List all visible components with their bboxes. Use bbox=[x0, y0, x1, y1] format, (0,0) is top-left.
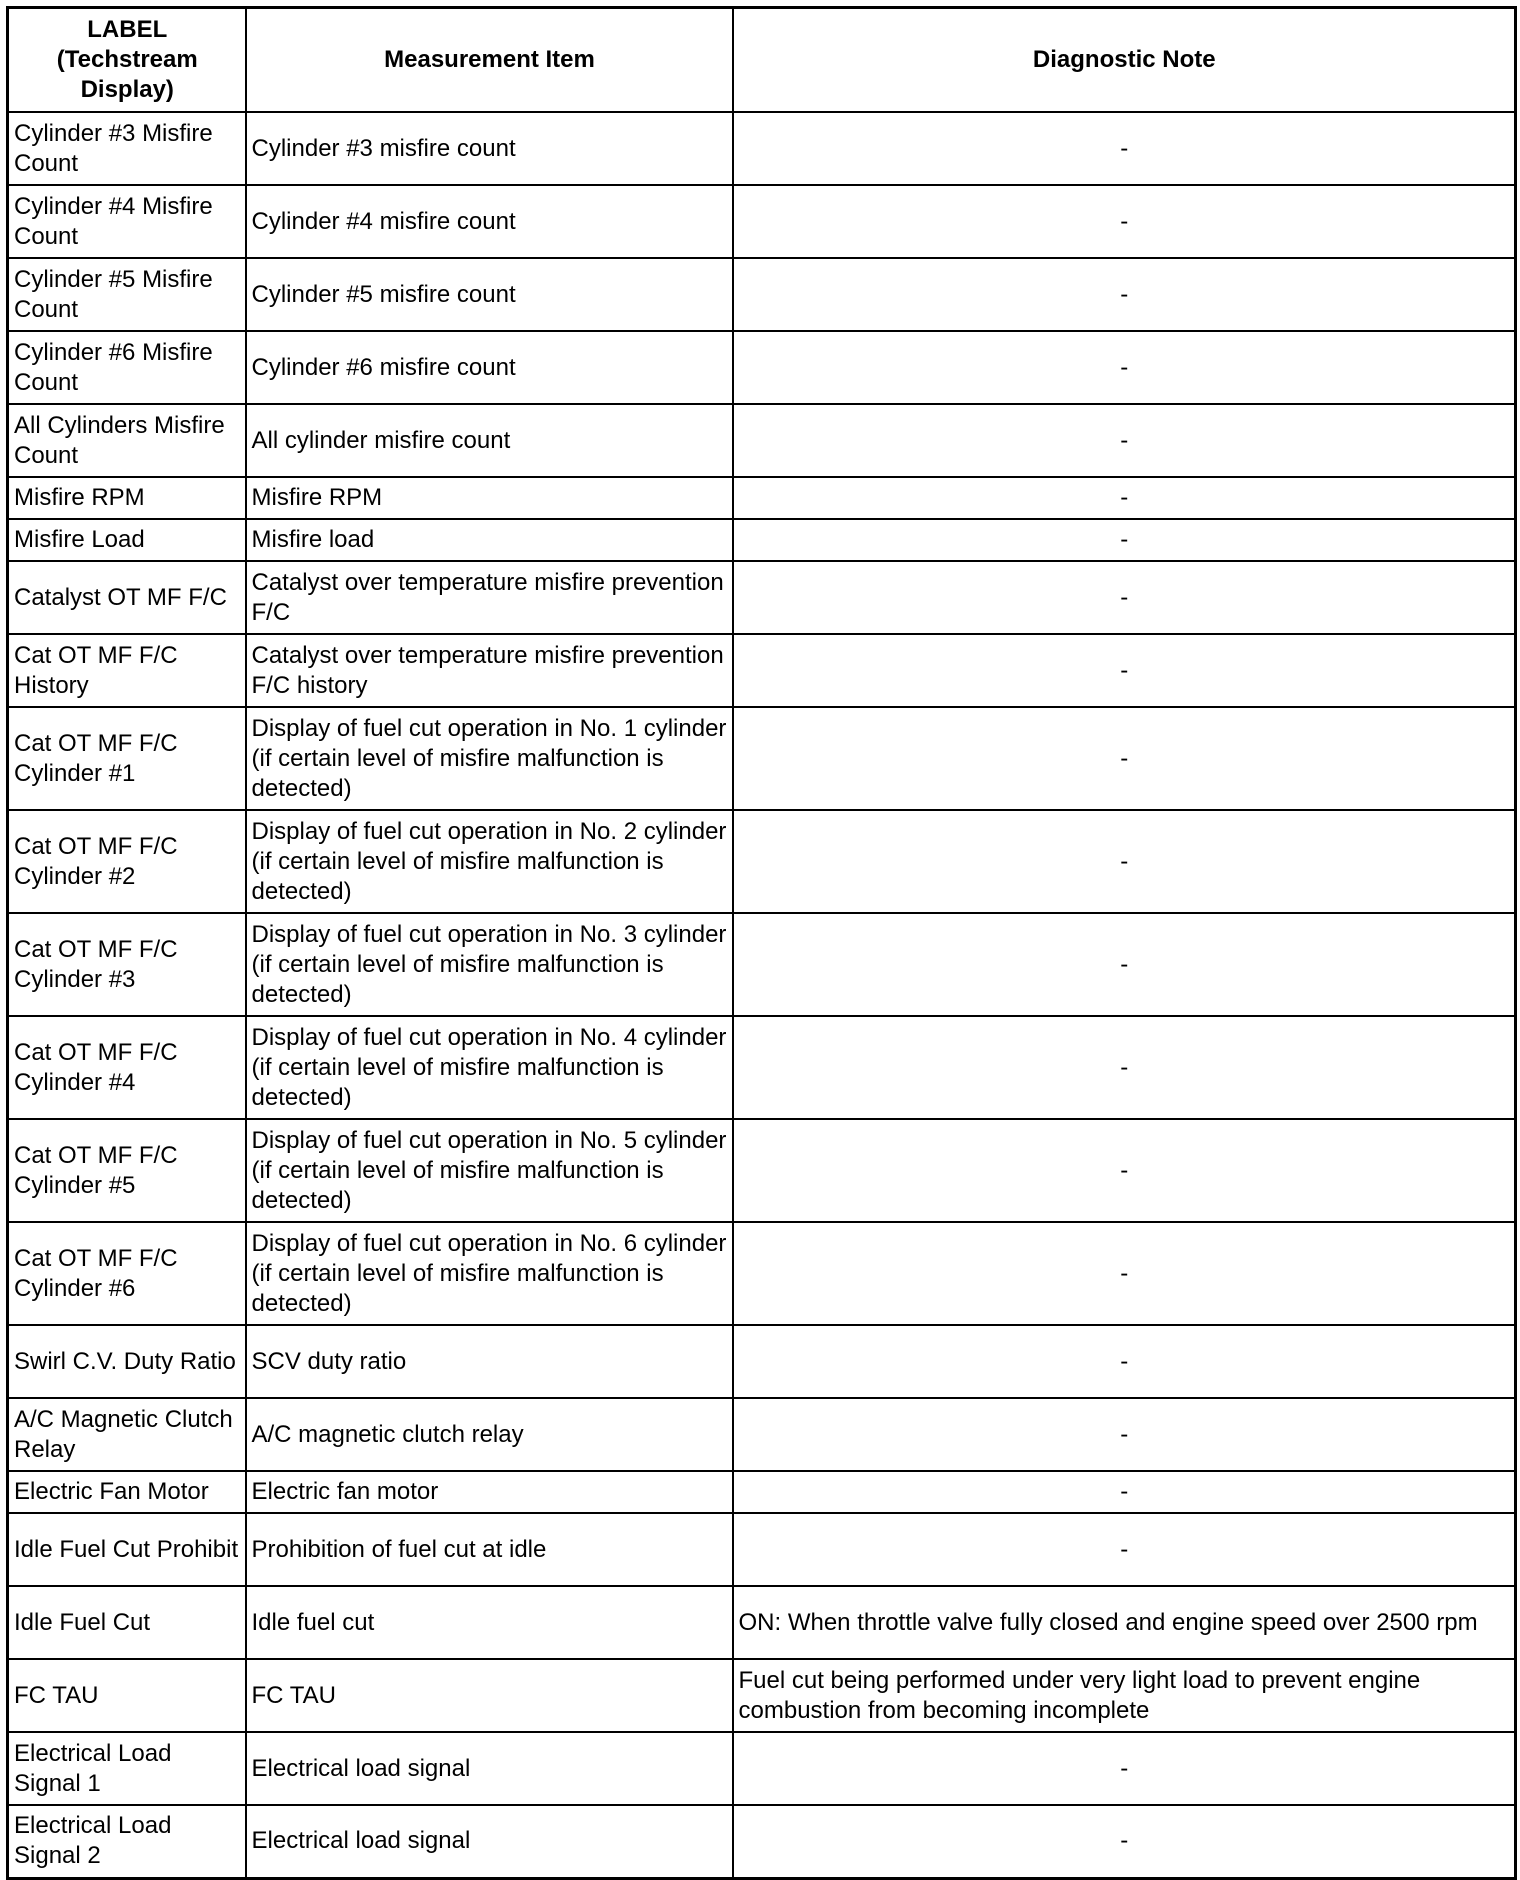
row-label: Electric Fan Motor bbox=[8, 1471, 246, 1513]
row-diagnostic-note: - bbox=[733, 185, 1516, 258]
row-label: Cylinder #5 Misfire Count bbox=[8, 258, 246, 331]
row-diagnostic-note: - bbox=[733, 913, 1516, 1016]
row-label: Swirl C.V. Duty Ratio bbox=[8, 1325, 246, 1398]
row-measurement-item: Misfire RPM bbox=[246, 477, 733, 519]
header-label-line2: (Techstream bbox=[56, 46, 198, 73]
row-label: A/C Magnetic Clutch Relay bbox=[8, 1398, 246, 1471]
row-measurement-item: Cylinder #3 misfire count bbox=[246, 112, 733, 185]
data-list-table bbox=[6, 6, 1517, 1880]
row-label: Idle Fuel Cut Prohibit bbox=[8, 1513, 246, 1586]
header-label bbox=[8, 8, 246, 113]
row-measurement-item: Idle fuel cut bbox=[246, 1586, 733, 1659]
row-measurement-item: Electric fan motor bbox=[246, 1471, 733, 1513]
row-diagnostic-note: - bbox=[733, 404, 1516, 477]
table-row bbox=[8, 1471, 1516, 1513]
row-measurement-item: Display of fuel cut operation in No. 2 cylinder (if certain level of misfire malfunction is detected) bbox=[246, 810, 733, 913]
row-diagnostic-note: - bbox=[733, 258, 1516, 331]
table-row bbox=[8, 810, 1516, 913]
row-label: Electrical Load Signal 2 bbox=[8, 1805, 246, 1878]
row-label: All Cylinders Misfire Count bbox=[8, 404, 246, 477]
row-measurement-item: Display of fuel cut operation in No. 1 cylinder (if certain level of misfire malfunction is detected) bbox=[246, 707, 733, 810]
row-label: Cat OT MF F/C Cylinder #4 bbox=[8, 1016, 246, 1119]
row-measurement-item: All cylinder misfire count bbox=[246, 404, 733, 477]
row-label: FC TAU bbox=[8, 1659, 246, 1732]
table-row bbox=[8, 519, 1516, 561]
row-measurement-item: Misfire load bbox=[246, 519, 733, 561]
row-label: Misfire Load bbox=[8, 519, 246, 561]
table-row bbox=[8, 634, 1516, 707]
table-row bbox=[8, 1222, 1516, 1325]
row-measurement-item: Electrical load signal bbox=[246, 1732, 733, 1805]
row-diagnostic-note: - bbox=[733, 1016, 1516, 1119]
row-diagnostic-note: - bbox=[733, 1471, 1516, 1513]
header-label-line1: LABEL bbox=[87, 16, 168, 43]
header-measurement-item: Measurement Item bbox=[246, 8, 733, 113]
row-measurement-item: Prohibition of fuel cut at idle bbox=[246, 1513, 733, 1586]
table-row bbox=[8, 185, 1516, 258]
row-label: Cat OT MF F/C Cylinder #5 bbox=[8, 1119, 246, 1222]
table-row bbox=[8, 707, 1516, 810]
row-label: Misfire RPM bbox=[8, 477, 246, 519]
row-diagnostic-note: Fuel cut being performed under very light load to prevent engine combustion from becoming incomplete bbox=[733, 1659, 1516, 1732]
header-diagnostic-note: Diagnostic Note bbox=[733, 8, 1516, 113]
row-diagnostic-note: - bbox=[733, 561, 1516, 634]
row-diagnostic-note: - bbox=[733, 634, 1516, 707]
table-row bbox=[8, 258, 1516, 331]
row-label: Idle Fuel Cut bbox=[8, 1586, 246, 1659]
table-row bbox=[8, 1659, 1516, 1732]
table-row bbox=[8, 1513, 1516, 1586]
row-label: Cylinder #4 Misfire Count bbox=[8, 185, 246, 258]
row-label: Electrical Load Signal 1 bbox=[8, 1732, 246, 1805]
row-label: Cat OT MF F/C Cylinder #6 bbox=[8, 1222, 246, 1325]
row-diagnostic-note: - bbox=[733, 331, 1516, 404]
row-diagnostic-note: - bbox=[733, 1732, 1516, 1805]
row-measurement-item: Cylinder #4 misfire count bbox=[246, 185, 733, 258]
table-row bbox=[8, 404, 1516, 477]
table-row bbox=[8, 1586, 1516, 1659]
table-row bbox=[8, 1398, 1516, 1471]
row-label: Cat OT MF F/C History bbox=[8, 634, 246, 707]
row-measurement-item: Cylinder #5 misfire count bbox=[246, 258, 733, 331]
row-measurement-item: Cylinder #6 misfire count bbox=[246, 331, 733, 404]
row-diagnostic-note: - bbox=[733, 1222, 1516, 1325]
row-label: Cat OT MF F/C Cylinder #1 bbox=[8, 707, 246, 810]
row-measurement-item: SCV duty ratio bbox=[246, 1325, 733, 1398]
row-measurement-item: Display of fuel cut operation in No. 5 cylinder (if certain level of misfire malfunction is detected) bbox=[246, 1119, 733, 1222]
table-row bbox=[8, 331, 1516, 404]
row-measurement-item: Display of fuel cut operation in No. 3 cylinder (if certain level of misfire malfunction is detected) bbox=[246, 913, 733, 1016]
table-row bbox=[8, 1325, 1516, 1398]
row-diagnostic-note: - bbox=[733, 810, 1516, 913]
row-measurement-item: Display of fuel cut operation in No. 6 cylinder (if certain level of misfire malfunction is detected) bbox=[246, 1222, 733, 1325]
table-row bbox=[8, 1016, 1516, 1119]
row-label: Cat OT MF F/C Cylinder #3 bbox=[8, 913, 246, 1016]
row-measurement-item: Catalyst over temperature misfire prevention F/C bbox=[246, 561, 733, 634]
table-row bbox=[8, 1119, 1516, 1222]
row-measurement-item: Catalyst over temperature misfire prevention F/C history bbox=[246, 634, 733, 707]
header-label-line3: Display) bbox=[80, 76, 174, 103]
row-label: Catalyst OT MF F/C bbox=[8, 561, 246, 634]
row-diagnostic-note: - bbox=[733, 1513, 1516, 1586]
table-row bbox=[8, 477, 1516, 519]
row-measurement-item: Display of fuel cut operation in No. 4 cylinder (if certain level of misfire malfunction is detected) bbox=[246, 1016, 733, 1119]
row-measurement-item: A/C magnetic clutch relay bbox=[246, 1398, 733, 1471]
table-row bbox=[8, 1732, 1516, 1805]
row-diagnostic-note: - bbox=[733, 707, 1516, 810]
row-measurement-item: FC TAU bbox=[246, 1659, 733, 1732]
table-row bbox=[8, 561, 1516, 634]
table-row bbox=[8, 1805, 1516, 1878]
row-diagnostic-note: ON: When throttle valve fully closed and engine speed over 2500 rpm bbox=[733, 1586, 1516, 1659]
row-diagnostic-note: - bbox=[733, 1119, 1516, 1222]
row-diagnostic-note: - bbox=[733, 112, 1516, 185]
row-diagnostic-note: - bbox=[733, 1325, 1516, 1398]
row-diagnostic-note: - bbox=[733, 1805, 1516, 1878]
table-header-row bbox=[8, 8, 1516, 113]
row-diagnostic-note: - bbox=[733, 1398, 1516, 1471]
table-row bbox=[8, 913, 1516, 1016]
table-row bbox=[8, 112, 1516, 185]
row-label: Cylinder #3 Misfire Count bbox=[8, 112, 246, 185]
row-label: Cylinder #6 Misfire Count bbox=[8, 331, 246, 404]
row-label: Cat OT MF F/C Cylinder #2 bbox=[8, 810, 246, 913]
row-diagnostic-note: - bbox=[733, 519, 1516, 561]
row-measurement-item: Electrical load signal bbox=[246, 1805, 733, 1878]
row-diagnostic-note: - bbox=[733, 477, 1516, 519]
